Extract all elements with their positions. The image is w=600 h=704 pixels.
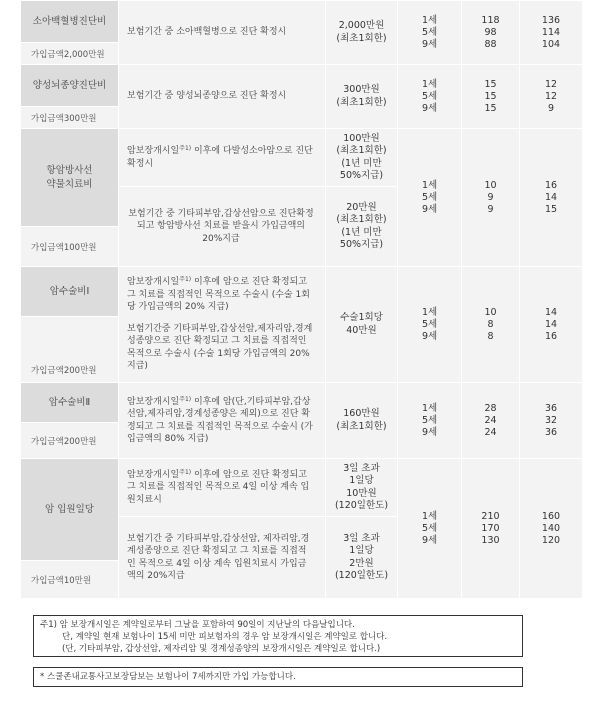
- coverage-table: [20, 0, 583, 599]
- row-payout-b: 3일 초과 1일당 2만원 (120일한도): [326, 517, 398, 599]
- age-list: 1세 5세 9세: [398, 65, 462, 129]
- row-name: 암수술비Ⅱ: [21, 383, 119, 423]
- row-name: 항암방사선 약물치료비: [21, 129, 119, 227]
- age-list: 1세 5세 9세: [398, 129, 462, 267]
- premium-col-1: 210 170 130: [462, 459, 520, 599]
- premium-col-1: 10 9 9: [462, 129, 520, 267]
- row-amount: 가입금액100만원: [21, 227, 119, 267]
- row-payout-a: 100만원 (최초1회한) (1년 미만 50%지급): [326, 129, 398, 187]
- premium-col-1: 10 8 8: [462, 267, 520, 383]
- row-name: 양성뇌종양진단비: [21, 65, 119, 107]
- premium-col-2: 160 140 120: [520, 459, 583, 599]
- footnote-line: (단, 기타피부암, 갑상선암, 제자리암 및 경계성종양의 보장개시일은 계약일로 합니다.): [62, 644, 381, 654]
- row-payout: 수술1회당 40만원: [326, 267, 398, 383]
- row-amount: 가입금액10만원: [21, 561, 119, 599]
- premium-col-2: 136 114 104: [520, 1, 583, 65]
- row-name: 암 입원일당: [21, 459, 119, 561]
- footnote-line: 단, 계약일 현재 보험나이 15세 미만 피보험자의 경우 암 보장개시일은 계약일로 합니다.: [62, 632, 388, 642]
- row-description: 보험기간 중 소아백혈병으로 진단 확정시: [119, 1, 326, 65]
- row-payout-a: 3일 초과 1일당 10만원 (120일한도): [326, 459, 398, 517]
- footnote-box: [33, 615, 523, 657]
- premium-col-1: 15 15 15: [462, 65, 520, 129]
- premium-col-1: 28 24 24: [462, 383, 520, 459]
- row-payout: 300만원 (최초1회한): [326, 65, 398, 129]
- row-amount: 가입금액2,000만원: [21, 43, 119, 65]
- premium-col-2: 14 14 16: [520, 267, 583, 383]
- premium-col-2: 16 14 15: [520, 129, 583, 267]
- age-list: 1세 5세 9세: [398, 267, 462, 383]
- row-description-b: 보험기간 중 기타피부암,갑상선암, 제자리암,경계성종양으로 진단 확정되고 그 치료를 직접적인 목적으로 4일 이상 계속 입원치료시 가입금액의 20%지급: [119, 517, 326, 599]
- age-list: 1세 5세 9세: [398, 383, 462, 459]
- row-payout: 160만원 (최초1회한): [326, 383, 398, 459]
- row-description: 암보장개시일$^{주1)}$ 이후에 암으로 진단 확정되고 그 치료를 직접적인 목적으로 수술시 (수술 1회당 가입금액의 20% 지급) 보험기간중 기타피부암,갑상선암,제자리암,경계성종양으로 진단 확정되고 그 치료를 직접적인 목적으로 수술시 (수술 1회당 가입금액의 20% 지급): [119, 267, 326, 383]
- age-list: 1세 5세 9세: [398, 459, 462, 599]
- row-payout-b: 20만원 (최초1회한) (1년 미만 50%지급): [326, 187, 398, 267]
- row-description: 보험기간 중 양성뇌종양으로 진단 확정시: [119, 65, 326, 129]
- row-amount: 가입금액200만원: [21, 423, 119, 459]
- row-description-a: 암보장개시일$^{주1)}$ 이후에 다발성소아암으로 진단확정시: [119, 129, 326, 187]
- age-list: 1세 5세 9세: [398, 1, 462, 65]
- footnote-line: 주1) 암 보장개시일은 계약일로부터 그날을 포함하여 90일이 지난날의 다음날입니다.: [40, 620, 355, 630]
- premium-col-2: 36 32 36: [520, 383, 583, 459]
- row-description-b: 보험기간 중 기타피부암,갑상선암으로 진단확정되고 항암방사선 치료를 받을시 가입금액의 20%지급: [119, 187, 326, 267]
- row-payout: 2,000만원 (최초1회한): [326, 1, 398, 65]
- row-amount: 가입금액300만원: [21, 107, 119, 129]
- premium-col-1: 118 98 88: [462, 1, 520, 65]
- row-amount: 가입금액200만원: [21, 317, 119, 383]
- school-zone-note: * 스쿨존내교통사고보장담보는 보험나이 7세까지만 가입 가능합니다.: [33, 667, 523, 687]
- row-name: 소아백혈병진단비: [21, 1, 119, 43]
- row-name: 암수술비Ⅰ: [21, 267, 119, 317]
- premium-col-2: 12 12 9: [520, 65, 583, 129]
- row-description: 암보장개시일$^{주1)}$ 이후에 암(단,기타피부암,갑상선암,제자리암,경계성종양은 제외)으로 진단 확정되고 그 치료를 직접적인 목적으로 수술시 (가입금액의 80% 지급): [119, 383, 326, 459]
- row-description-a: 암보장개시일$^{주1)}$ 이후에 암으로 진단 확정되고 그 치료를 직접적인 목적으로 4일 이상 계속 입원치료시: [119, 459, 326, 517]
